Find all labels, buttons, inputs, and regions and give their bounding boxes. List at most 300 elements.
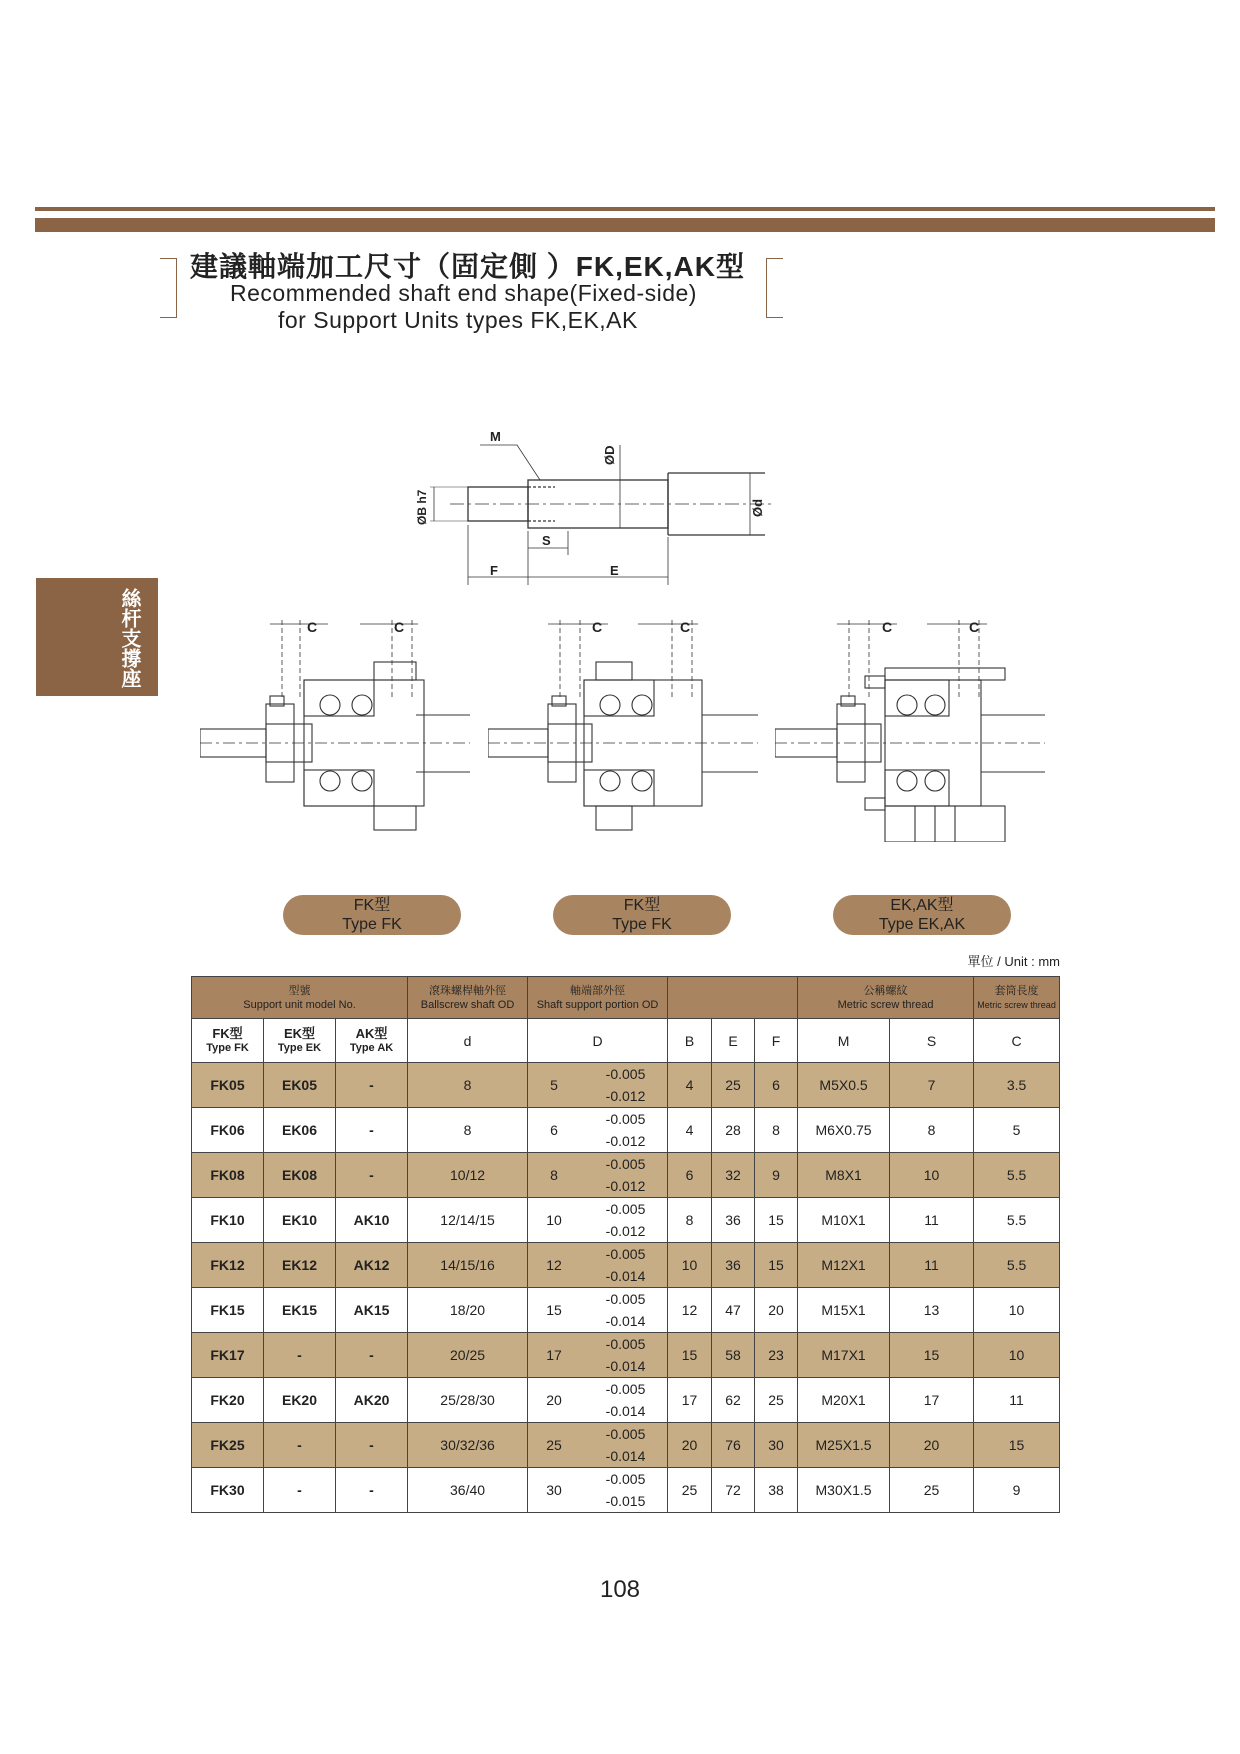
cell-ek bbox=[264, 1198, 336, 1243]
shaft-label-b: ØB h7 bbox=[415, 489, 429, 525]
shaft-label-d: Ød bbox=[750, 498, 765, 517]
cell-D-value: 15 bbox=[546, 1302, 562, 1318]
cell-ak-text: - bbox=[369, 1437, 374, 1453]
cell-D-value: 6 bbox=[550, 1122, 558, 1138]
cell-ek-text: EK05 bbox=[281, 1077, 318, 1093]
cell-B-text: 8 bbox=[685, 1212, 694, 1228]
header-type-ek-zh: EK型 bbox=[283, 1025, 316, 1041]
cell-C-text: 9 bbox=[1012, 1482, 1021, 1498]
cell-D-tol-lower: -0.014 bbox=[605, 1268, 646, 1284]
cell-E-text: 32 bbox=[725, 1167, 741, 1183]
spec-table-body bbox=[192, 1063, 1060, 1513]
cell-ak bbox=[336, 1378, 408, 1423]
cell-d-text: 25/28/30 bbox=[440, 1392, 495, 1408]
cell-D-tol-upper: -0.005 bbox=[605, 1471, 646, 1487]
header-sleeve-length-zh: 套筒長度 bbox=[994, 984, 1039, 997]
cell-F bbox=[755, 1153, 798, 1198]
cell-ek-text: EK06 bbox=[281, 1122, 318, 1138]
cell-M-text: M30X1.5 bbox=[815, 1482, 872, 1498]
page-title-en-line1: Recommended shaft end shape(Fixed-side) bbox=[230, 280, 697, 306]
cell-F-text: 23 bbox=[768, 1347, 784, 1363]
cell-d bbox=[408, 1288, 528, 1333]
cell-d bbox=[408, 1378, 528, 1423]
cell-M bbox=[798, 1198, 890, 1243]
cell-D-tol-lower: -0.012 bbox=[605, 1178, 646, 1194]
cell-F-text: 20 bbox=[768, 1302, 784, 1318]
cell-M-text: M8X1 bbox=[825, 1167, 862, 1183]
cell-D bbox=[528, 1153, 668, 1198]
cell-ak bbox=[336, 1468, 408, 1513]
cell-E-text: 47 bbox=[725, 1302, 741, 1318]
cell-D bbox=[528, 1468, 668, 1513]
assembly2-label-c2: C bbox=[680, 619, 691, 635]
cell-S bbox=[890, 1333, 974, 1378]
cell-C bbox=[974, 1288, 1060, 1333]
cell-d-text: 18/20 bbox=[450, 1302, 486, 1318]
cell-B-text: 12 bbox=[681, 1302, 698, 1318]
table-row bbox=[192, 1243, 1060, 1288]
cell-E bbox=[712, 1333, 755, 1378]
cell-F bbox=[755, 1108, 798, 1153]
cell-F bbox=[755, 1468, 798, 1513]
cell-ek-text: - bbox=[297, 1347, 302, 1363]
cell-S bbox=[890, 1108, 974, 1153]
cell-S bbox=[890, 1063, 974, 1108]
cell-D-tol-lower: -0.014 bbox=[605, 1448, 646, 1464]
cell-S bbox=[890, 1153, 974, 1198]
cell-B bbox=[668, 1288, 712, 1333]
cell-S bbox=[890, 1468, 974, 1513]
cell-fk-text: FK25 bbox=[210, 1437, 245, 1453]
cell-D-value: 20 bbox=[546, 1392, 562, 1408]
cell-C bbox=[974, 1198, 1060, 1243]
cell-d bbox=[408, 1423, 528, 1468]
cell-C bbox=[974, 1243, 1060, 1288]
header-type-ak bbox=[336, 1019, 408, 1063]
cell-S-text: 10 bbox=[923, 1167, 940, 1183]
cell-S bbox=[890, 1198, 974, 1243]
cell-ek bbox=[264, 1288, 336, 1333]
side-section-label: 絲杆支撐座 bbox=[118, 588, 140, 688]
cell-F-text: 15 bbox=[768, 1212, 784, 1228]
cell-fk bbox=[192, 1243, 264, 1288]
cell-D-value: 12 bbox=[546, 1257, 562, 1273]
cell-S bbox=[890, 1423, 974, 1468]
cell-F-text: 30 bbox=[768, 1437, 784, 1453]
cell-D-value: 5 bbox=[550, 1077, 558, 1093]
cell-E bbox=[712, 1153, 755, 1198]
cell-ek bbox=[264, 1153, 336, 1198]
cell-E bbox=[712, 1063, 755, 1108]
shaft-label-od: ØD bbox=[602, 445, 617, 465]
cell-ek-text: - bbox=[297, 1482, 302, 1498]
header-E: E bbox=[712, 1019, 755, 1063]
cell-M-text: M25X1.5 bbox=[815, 1437, 872, 1453]
assembly-drawing-fk-1 bbox=[200, 612, 470, 832]
cell-fk-text: FK10 bbox=[210, 1212, 245, 1228]
cell-F bbox=[755, 1333, 798, 1378]
cell-ak bbox=[336, 1063, 408, 1108]
cell-fk-text: FK06 bbox=[210, 1122, 245, 1138]
header-type-ek-en: Type EK bbox=[277, 1041, 322, 1054]
cell-D bbox=[528, 1333, 668, 1378]
cell-M-text: M5X0.5 bbox=[819, 1077, 868, 1093]
header-shaft-support-od-zh: 軸端部外徑 bbox=[570, 984, 626, 997]
cell-ak-text: AK10 bbox=[353, 1212, 390, 1228]
assembly-drawing-ek-ak bbox=[775, 612, 1045, 842]
cell-F-text: 25 bbox=[768, 1392, 784, 1408]
type-label-ek-ak-zh: EK,AK型 bbox=[890, 897, 954, 914]
header-d: d bbox=[408, 1019, 528, 1063]
cell-F-text: 15 bbox=[768, 1257, 784, 1273]
type-label-ek-ak bbox=[833, 895, 1011, 935]
cell-B bbox=[668, 1198, 712, 1243]
cell-F bbox=[755, 1423, 798, 1468]
cell-D-tol-upper: -0.005 bbox=[605, 1426, 646, 1442]
side-section-tab bbox=[36, 578, 158, 696]
cell-d-text: 10/12 bbox=[450, 1167, 486, 1183]
assembly2-label-c1: C bbox=[592, 619, 603, 635]
assembly3-label-c2: C bbox=[969, 619, 980, 635]
table-row bbox=[192, 1198, 1060, 1243]
cell-D-tol-lower: -0.015 bbox=[605, 1493, 646, 1509]
cell-ak-text: - bbox=[369, 1077, 374, 1093]
cell-ek-text: EK15 bbox=[281, 1302, 318, 1318]
cell-B-text: 25 bbox=[681, 1482, 698, 1498]
cell-F bbox=[755, 1288, 798, 1333]
cell-ek bbox=[264, 1108, 336, 1153]
cell-d-text: 36/40 bbox=[450, 1482, 486, 1498]
table-row bbox=[192, 1063, 1060, 1108]
cell-B bbox=[668, 1243, 712, 1288]
header-model-zh: 型號 bbox=[288, 984, 311, 997]
shaft-label-s: S bbox=[542, 533, 551, 548]
header-B: B bbox=[668, 1019, 712, 1063]
cell-E-text: 72 bbox=[725, 1482, 741, 1498]
assembly1-label-c1: C bbox=[307, 619, 318, 635]
cell-S bbox=[890, 1378, 974, 1423]
cell-B-text: 4 bbox=[685, 1122, 694, 1138]
cell-F bbox=[755, 1243, 798, 1288]
table-row bbox=[192, 1333, 1060, 1378]
cell-M bbox=[798, 1423, 890, 1468]
header-type-fk bbox=[192, 1019, 264, 1063]
cell-ak-text: AK12 bbox=[353, 1257, 390, 1273]
cell-E-text: 36 bbox=[725, 1257, 741, 1273]
cell-d-text: 14/15/16 bbox=[440, 1257, 495, 1273]
cell-D bbox=[528, 1423, 668, 1468]
cell-E bbox=[712, 1198, 755, 1243]
shaft-end-drawing bbox=[390, 425, 790, 595]
cell-F bbox=[755, 1378, 798, 1423]
assembly1-label-c2: C bbox=[394, 619, 405, 635]
cell-ak bbox=[336, 1108, 408, 1153]
table-row bbox=[192, 1468, 1060, 1513]
table-row bbox=[192, 1153, 1060, 1198]
assembly-drawing-fk-2 bbox=[488, 612, 758, 832]
header-shaft-support-od bbox=[528, 977, 668, 1019]
cell-M bbox=[798, 1063, 890, 1108]
cell-E-text: 58 bbox=[725, 1347, 741, 1363]
cell-ek bbox=[264, 1468, 336, 1513]
cell-D-value: 30 bbox=[546, 1482, 562, 1498]
cell-M bbox=[798, 1153, 890, 1198]
cell-D bbox=[528, 1063, 668, 1108]
type-label-fk-2-zh: FK型 bbox=[623, 897, 661, 914]
cell-B-text: 6 bbox=[685, 1167, 694, 1183]
cell-ek bbox=[264, 1063, 336, 1108]
cell-D bbox=[528, 1288, 668, 1333]
header-D: D bbox=[528, 1019, 668, 1063]
header-S: S bbox=[890, 1019, 974, 1063]
cell-E-text: 76 bbox=[725, 1437, 741, 1453]
cell-ak bbox=[336, 1153, 408, 1198]
header-C: C bbox=[974, 1019, 1060, 1063]
cell-ak-text: - bbox=[369, 1167, 374, 1183]
cell-d-text: 20/25 bbox=[450, 1347, 486, 1363]
cell-fk bbox=[192, 1333, 264, 1378]
cell-ek-text: EK10 bbox=[281, 1212, 318, 1228]
cell-C bbox=[974, 1468, 1060, 1513]
header-rule-thick bbox=[35, 218, 1215, 232]
cell-C-text: 3.5 bbox=[1006, 1077, 1027, 1093]
cell-F bbox=[755, 1063, 798, 1108]
type-label-fk-1 bbox=[283, 895, 461, 935]
cell-C-text: 15 bbox=[1008, 1437, 1025, 1453]
cell-M bbox=[798, 1378, 890, 1423]
header-M: M bbox=[798, 1019, 890, 1063]
cell-M-text: M6X0.75 bbox=[815, 1122, 872, 1138]
cell-ek bbox=[264, 1423, 336, 1468]
cell-M bbox=[798, 1108, 890, 1153]
cell-fk-text: FK20 bbox=[210, 1392, 245, 1408]
cell-d bbox=[408, 1108, 528, 1153]
table-header-row-1 bbox=[192, 977, 1060, 1019]
cell-D-tol-upper: -0.005 bbox=[605, 1336, 646, 1352]
cell-M-text: M12X1 bbox=[821, 1257, 866, 1273]
cell-S bbox=[890, 1288, 974, 1333]
cell-E bbox=[712, 1108, 755, 1153]
cell-F-text: 38 bbox=[768, 1482, 784, 1498]
cell-ek-text: EK12 bbox=[281, 1257, 318, 1273]
cell-D-tol-lower: -0.014 bbox=[605, 1403, 646, 1419]
header-metric-thread-zh: 公稱螺紋 bbox=[863, 984, 908, 997]
table-row bbox=[192, 1108, 1060, 1153]
cell-d bbox=[408, 1333, 528, 1378]
table-header-row-2 bbox=[192, 1019, 1060, 1063]
cell-D-tol-upper: -0.005 bbox=[605, 1066, 646, 1082]
table-row bbox=[192, 1378, 1060, 1423]
cell-F bbox=[755, 1198, 798, 1243]
cell-ak bbox=[336, 1423, 408, 1468]
cell-C bbox=[974, 1108, 1060, 1153]
cell-S-text: 13 bbox=[923, 1302, 940, 1318]
cell-D-tol-upper: -0.005 bbox=[605, 1201, 646, 1217]
cell-F-text: 6 bbox=[772, 1077, 780, 1093]
cell-d bbox=[408, 1198, 528, 1243]
cell-B bbox=[668, 1063, 712, 1108]
header-type-ek bbox=[264, 1019, 336, 1063]
cell-D bbox=[528, 1378, 668, 1423]
cell-C-text: 5.5 bbox=[1006, 1212, 1027, 1228]
assembly3-label-c1: C bbox=[882, 619, 893, 635]
cell-ak-text: - bbox=[369, 1482, 374, 1498]
cell-C bbox=[974, 1063, 1060, 1108]
cell-C bbox=[974, 1333, 1060, 1378]
page-number: 108 bbox=[599, 1576, 641, 1603]
cell-E bbox=[712, 1288, 755, 1333]
cell-d bbox=[408, 1243, 528, 1288]
cell-E bbox=[712, 1423, 755, 1468]
header-sleeve-length-en: Metric screw thread bbox=[977, 999, 1056, 1010]
cell-M-text: M15X1 bbox=[821, 1302, 866, 1318]
cell-E bbox=[712, 1468, 755, 1513]
cell-D-tol-lower: -0.014 bbox=[605, 1313, 646, 1329]
cell-ak-text: AK15 bbox=[353, 1302, 390, 1318]
cell-fk-text: FK05 bbox=[210, 1077, 245, 1093]
cell-fk bbox=[192, 1063, 264, 1108]
cell-D bbox=[528, 1243, 668, 1288]
cell-d bbox=[408, 1063, 528, 1108]
cell-C bbox=[974, 1153, 1060, 1198]
cell-D-tol-lower: -0.014 bbox=[605, 1358, 646, 1374]
cell-E bbox=[712, 1243, 755, 1288]
cell-ek bbox=[264, 1378, 336, 1423]
cell-B-text: 15 bbox=[681, 1347, 698, 1363]
header-ballscrew-od-zh: 滾珠螺桿軸外徑 bbox=[429, 984, 507, 997]
header-type-fk-zh: FK型 bbox=[212, 1025, 243, 1041]
header-ballscrew-od-en: Ballscrew shaft OD bbox=[420, 998, 515, 1011]
type-label-fk-2 bbox=[553, 895, 731, 935]
cell-D-tol-upper: -0.005 bbox=[605, 1291, 646, 1307]
cell-ek bbox=[264, 1243, 336, 1288]
cell-fk-text: FK30 bbox=[210, 1482, 245, 1498]
type-label-fk-1-en: Type FK bbox=[342, 916, 402, 933]
cell-S bbox=[890, 1243, 974, 1288]
cell-S-text: 17 bbox=[923, 1392, 940, 1408]
cell-E-text: 36 bbox=[725, 1212, 741, 1228]
cell-M bbox=[798, 1468, 890, 1513]
cell-d-text: 8 bbox=[463, 1077, 472, 1093]
cell-fk bbox=[192, 1468, 264, 1513]
cell-d bbox=[408, 1153, 528, 1198]
cell-F-text: 8 bbox=[772, 1122, 780, 1138]
cell-D-value: 17 bbox=[546, 1347, 562, 1363]
cell-fk-text: FK08 bbox=[210, 1167, 245, 1183]
title-bracket-left bbox=[160, 258, 177, 318]
cell-M bbox=[798, 1333, 890, 1378]
header-type-ak-zh: AK型 bbox=[355, 1025, 388, 1041]
cell-C-text: 5.5 bbox=[1006, 1167, 1027, 1183]
cell-E bbox=[712, 1378, 755, 1423]
cell-D-tol-upper: -0.005 bbox=[605, 1156, 646, 1172]
header-F: F bbox=[755, 1019, 798, 1063]
cell-D-tol-lower: -0.012 bbox=[605, 1223, 646, 1239]
cell-D bbox=[528, 1198, 668, 1243]
cell-ak bbox=[336, 1333, 408, 1378]
cell-C bbox=[974, 1378, 1060, 1423]
cell-D-tol-lower: -0.012 bbox=[605, 1088, 646, 1104]
header-sleeve-length bbox=[974, 977, 1060, 1019]
cell-M bbox=[798, 1288, 890, 1333]
cell-D-value: 10 bbox=[546, 1212, 562, 1228]
cell-C-text: 5.5 bbox=[1006, 1257, 1027, 1273]
cell-E-text: 25 bbox=[725, 1077, 741, 1093]
cell-B bbox=[668, 1378, 712, 1423]
cell-S-text: 8 bbox=[927, 1122, 936, 1138]
cell-B-text: 4 bbox=[685, 1077, 694, 1093]
header-type-fk-en: Type FK bbox=[206, 1041, 249, 1054]
shaft-label-e: E bbox=[610, 563, 619, 578]
cell-E-text: 28 bbox=[725, 1122, 741, 1138]
cell-ak bbox=[336, 1198, 408, 1243]
cell-D-tol-lower: -0.012 bbox=[605, 1133, 646, 1149]
header-metric-thread-en: Metric screw thread bbox=[837, 998, 934, 1011]
cell-B-text: 10 bbox=[681, 1257, 698, 1273]
header-model bbox=[192, 977, 408, 1019]
cell-C bbox=[974, 1423, 1060, 1468]
cell-M-text: M17X1 bbox=[821, 1347, 866, 1363]
cell-D-value: 25 bbox=[546, 1437, 562, 1453]
cell-C-text: 11 bbox=[1009, 1392, 1024, 1408]
header-rule-thin bbox=[35, 207, 1215, 211]
cell-fk bbox=[192, 1288, 264, 1333]
cell-fk-text: FK17 bbox=[210, 1347, 245, 1363]
cell-d-text: 8 bbox=[463, 1122, 472, 1138]
cell-ak-text: AK20 bbox=[353, 1392, 390, 1408]
cell-E-text: 62 bbox=[725, 1392, 741, 1408]
cell-S-text: 11 bbox=[924, 1257, 939, 1273]
cell-C-text: 10 bbox=[1008, 1302, 1025, 1318]
cell-ak-text: - bbox=[369, 1122, 374, 1138]
cell-fk-text: FK12 bbox=[210, 1257, 245, 1273]
cell-d bbox=[408, 1468, 528, 1513]
cell-M-text: M20X1 bbox=[821, 1392, 866, 1408]
cell-ak bbox=[336, 1288, 408, 1333]
cell-D-tol-upper: -0.005 bbox=[605, 1381, 646, 1397]
page-title-en-line2: for Support Units types FK,EK,AK bbox=[278, 307, 638, 333]
header-blank bbox=[668, 977, 798, 1019]
type-label-fk-1-zh: FK型 bbox=[353, 897, 391, 914]
table-row bbox=[192, 1288, 1060, 1333]
cell-fk bbox=[192, 1108, 264, 1153]
cell-C-text: 10 bbox=[1008, 1347, 1025, 1363]
type-label-ek-ak-en: Type EK,AK bbox=[878, 916, 966, 933]
header-metric-thread bbox=[798, 977, 974, 1019]
cell-S-text: 15 bbox=[923, 1347, 940, 1363]
cell-B bbox=[668, 1333, 712, 1378]
cell-B-text: 20 bbox=[681, 1437, 698, 1453]
cell-fk-text: FK15 bbox=[210, 1302, 245, 1318]
cell-D-value: 8 bbox=[550, 1167, 558, 1183]
cell-d-text: 30/32/36 bbox=[440, 1437, 495, 1453]
header-model-en: Support unit model No. bbox=[243, 998, 356, 1011]
cell-ek-text: EK20 bbox=[281, 1392, 318, 1408]
cell-D bbox=[528, 1108, 668, 1153]
header-type-ak-en: Type AK bbox=[349, 1041, 394, 1054]
cell-S-text: 20 bbox=[923, 1437, 940, 1453]
cell-B bbox=[668, 1423, 712, 1468]
cell-fk bbox=[192, 1153, 264, 1198]
spec-table bbox=[191, 976, 1060, 1513]
cell-fk bbox=[192, 1423, 264, 1468]
cell-B bbox=[668, 1153, 712, 1198]
cell-B-text: 17 bbox=[681, 1392, 698, 1408]
cell-D-tol-upper: -0.005 bbox=[605, 1111, 646, 1127]
cell-fk bbox=[192, 1198, 264, 1243]
cell-S-text: 7 bbox=[927, 1077, 936, 1093]
cell-ek-text: EK08 bbox=[281, 1167, 318, 1183]
